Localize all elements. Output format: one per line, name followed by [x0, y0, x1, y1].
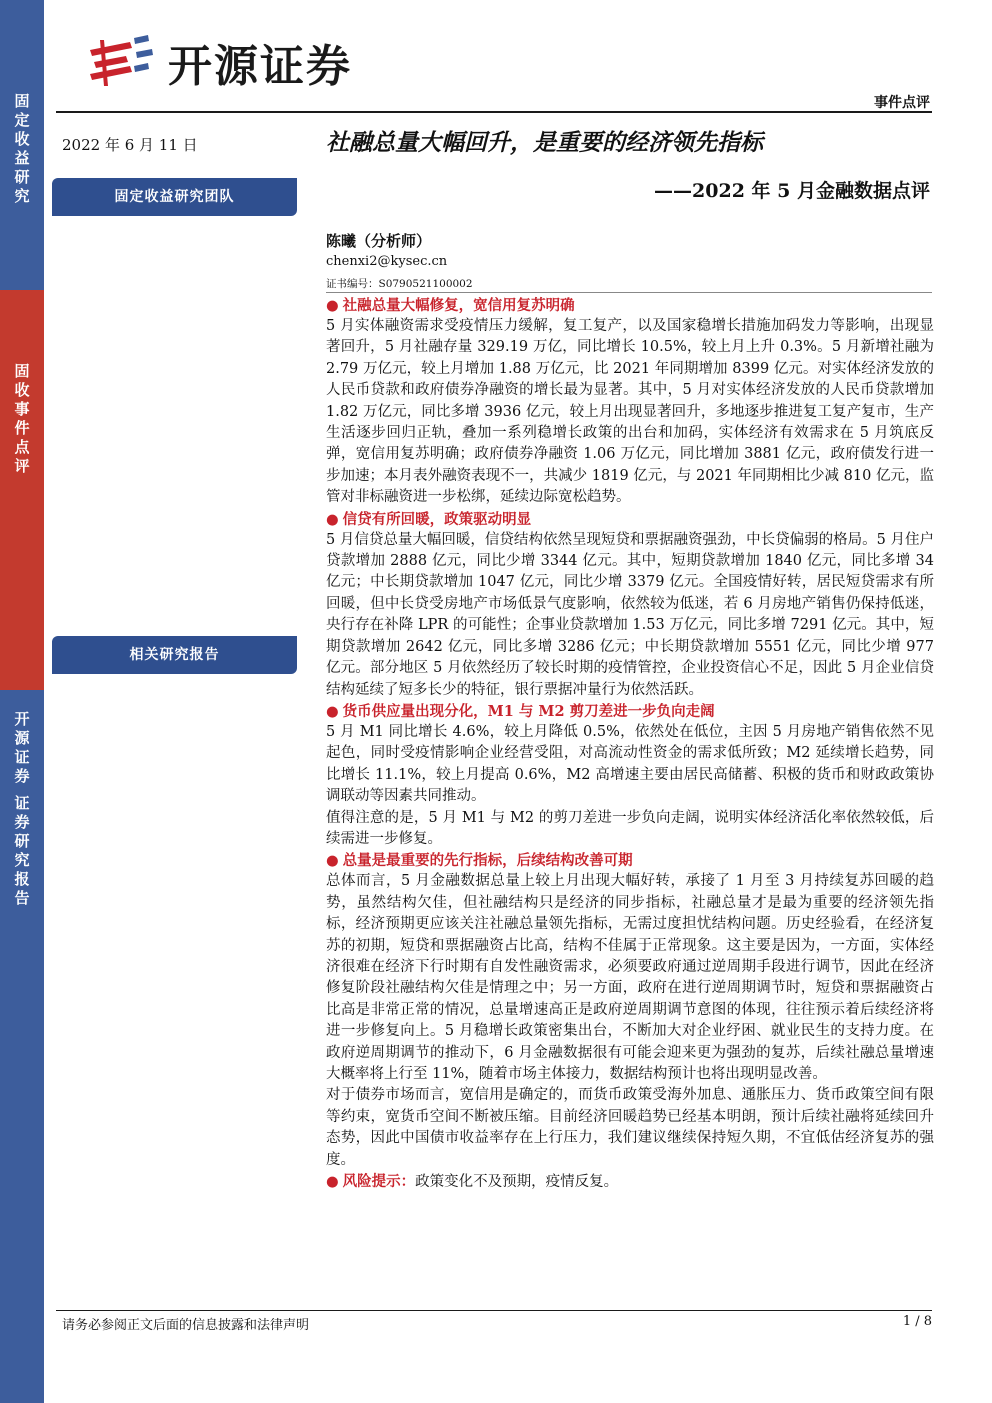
report-date: 2022 年 6 月 11 日	[62, 136, 198, 154]
report-title: 社融总量大幅回升，是重要的经济领先指标	[326, 129, 763, 156]
section-heading: ● 货币供应量出现分化，M1 与 M2 剪刀差进一步负向走阔	[326, 702, 715, 720]
analyst-divider	[326, 292, 932, 293]
sidebar-middle-label: 固 收 事 件 点 评	[14, 362, 30, 475]
header-divider	[56, 111, 932, 113]
paragraph: 5 月信贷总量大幅回暖，信贷结构依然呈现短贷和票据融资强劲，中长贷偏弱的格局。5 月住户贷款增加 2888 亿元，同比少增 3344 亿元。其中，短期贷款增加 1840 亿元，同比多增 34 亿元；中长期贷款增加 1047 亿元，同比少增 3379 亿元。全国疫情好转，居民短贷需求有所回暖，但中长贷受房地产市场低景气度影响，依然较为低迷，若 6 月房地产销售仍保持低迷，央行存在补降 LPR 的可能性；企事业贷款增加 1.53 万亿元，同比多增 7291 亿元。其中，短期贷款增加 2642 亿元，同比多增 3286 亿元；中长期贷款增加 5551 亿元，同比少增 977 亿元。部分地区 5 月依然经历了较长时期的疫情管控，企业投资信心不足，因此 5 月企业信贷结构延续了短多长少的特征，银行票据冲量行为依然活跃。	[326, 531, 934, 698]
footer-divider	[56, 1310, 932, 1311]
paragraph: 5 月 M1 同比增长 4.6%，较上月降低 0.5%，依然处在低位，主因 5 月房地产销售依然不见起色，同时受疫情影响企业经营受阻，对高流动性资金的需求低所致；M2 延续增长趋势，同比增长 11.1%，较上月提高 0.6%，M2 高增速主要由居民高储蓄、积极的货币和财政政策协调联动等因素共同推动。	[326, 723, 934, 805]
section-heading: ● 总量是最重要的先行指标，后续结构改善可期	[326, 852, 633, 870]
paragraph: 总体而言，5 月金融数据总量上较上月出现大幅好转，承接了 1 月至 3 月持续复苏回暖的趋势，虽然结构欠佳，但社融结构只是经济的同步指标，社融总量才是最为重要的经济领先指标，经济预期更应该关注社融总量领先指标，无需过度担忧结构问题。历史经验看，在经济复苏的初期，短贷和票据融资占比高，结构不佳属于正常现象。这主要是因为，一方面，实体经济很难在经济下行时期有自发性融资需求，必须要政府通过逆周期手段进行调节，因此在经济修复阶段社融结构欠佳是情理之中；另一方面，政府在进行逆周期调节时，短贷和票据融资占比高是非常正常的情况，总量增速高正是政府逆周期调节意图的体现，往往预示着后续经济将进一步修复向上。5 月稳增长政策密集出台，不断加大对企业纾困、就业民生的支持力度。在政府逆周期调节的推动下，6 月金融数据很有可能会迎来更为强劲的复苏，后续社融总量增速大概率将上行至 11%，随着市场主体接力，数据结构预计也将出现明显改善。	[326, 873, 934, 1082]
related-reports-panel: 相关研究报告	[52, 636, 297, 674]
logo-wordmark: 开源证券	[168, 41, 352, 92]
report-body	[326, 295, 934, 1193]
sidebar-top-label: 固 定 收 益 研 究	[14, 92, 30, 205]
paragraph: 值得注意的是，5 月 M1 与 M2 的剪刀差进一步负向走阔，说明实体经济活化率依然较低，后续需进一步修复。	[326, 809, 934, 847]
paragraph: 对于债券市场而言，宽信用是确定的，而货币政策受海外加息、通胀压力、货币政策空间有限等约束，宽货币空间不断被压缩。目前经济回暖趋势已经基本明朗，预计后续社融将延续回升态势，因此中国债市收益率存在上行压力，我们建议继续保持短久期，不宜低估经济复苏的强度。	[326, 1087, 934, 1168]
logo-mark-icon	[86, 32, 156, 88]
footer-disclaimer: 请务必参阅正文后面的信息披露和法律声明	[62, 1318, 310, 1333]
research-team-panel: 固定收益研究团队	[52, 178, 297, 216]
sidebar-bottom-label: 开 源 证 券 证 券 研 究 报 告	[14, 710, 30, 907]
document-type: 事件点评	[874, 95, 930, 111]
section-heading: ● 社融总量大幅修复，宽信用复苏明确	[326, 297, 575, 314]
bullet-icon: ●	[326, 702, 339, 720]
bullet-icon: ●	[326, 1174, 339, 1191]
analyst-certificate: 证书编号：S0790521100002	[326, 278, 473, 290]
company-logo	[86, 28, 376, 92]
section-heading: ● 信贷有所回暖，政策驱动明显	[326, 510, 532, 528]
paragraph: 5 月实体融资需求受疫情压力缓解，复工复产，以及国家稳增长措施加码发力等影响，出现显著回升，5 月社融存量 329.19 万亿，同比增长 10.5%，较上月上升 0.3%。5 月新增社融为 2.79 万亿元，较上月增加 1.88 万亿元，比 2021 年同期增加 8399 亿元。对实体经济发放的人民币贷款和政府债券净融资的增长最为显著。其中，5 月对实体经济发放的人民币贷款增加 1.82 万亿元，同比多增 3936 亿元，较上月出现显著回升，多地逐步推进复工复产复市，生产生活逐步回归正轨，叠加一系列稳增长政策的出台和加码，实体经济有效需求在 5 月筑底反弹，宽信用复苏明确；政府债券净融资 1.06 万亿元，同比增加 3881 亿元，政府债发行进一步加速；本月表外融资表现不一，共减少 1819 亿元，与 2021 年同期相比少减 810 亿元，监管对非标融资进一步松绑，延续边际宽松趋势。	[326, 318, 934, 506]
analyst-email[interactable]: chenxi2@kysec.cn	[326, 254, 448, 269]
report-subtitle: ——2022 年 5 月金融数据点评	[654, 180, 930, 202]
bullet-icon: ●	[326, 852, 339, 870]
page-number: 1 / 8	[902, 1314, 932, 1329]
risk-warning: ● 风险提示：政策变化不及预期，疫情反复。	[326, 1173, 619, 1191]
bullet-icon: ●	[326, 510, 339, 528]
sidebar-middle-band	[0, 290, 44, 690]
bullet-icon: ●	[326, 297, 339, 314]
analyst-name: 陈曦（分析师）	[326, 232, 432, 250]
